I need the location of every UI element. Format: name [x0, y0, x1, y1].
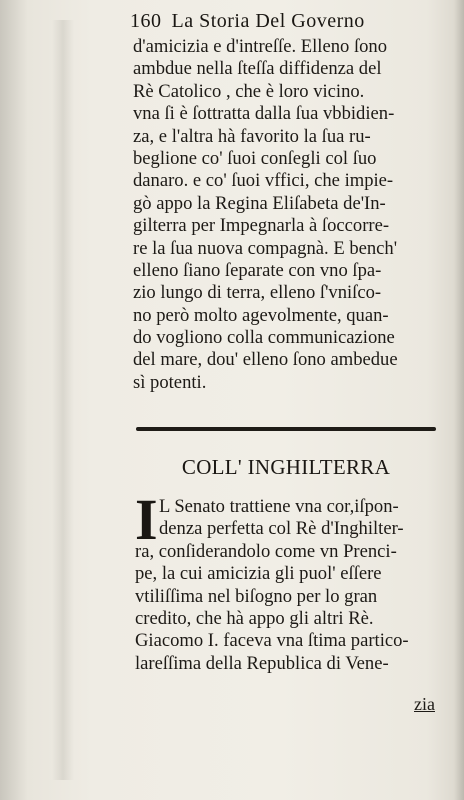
- section-heading: COLL' INGHILTERRA: [181, 455, 391, 479]
- running-header: [130, 10, 450, 36]
- section-2-text: [135, 496, 445, 675]
- text-line: credito, che hà appo gli altri Rè.: [135, 607, 374, 629]
- running-title: La Storia Del Governo: [171, 10, 365, 32]
- text-line: d'amicizia e d'intreſſe. Elleno ſono: [133, 36, 388, 57]
- text-line: do vogliono colla communicazione: [133, 327, 395, 349]
- text-line: beglione co' ſuoi conſegli col ſuo: [133, 147, 377, 169]
- text-line: no però molto agevolmente, quan-: [133, 304, 389, 326]
- text-line: sì potenti.: [133, 371, 207, 393]
- text-line: denza perfetta col Rè d'Inghilter-: [159, 518, 404, 540]
- text-line: Giacomo I. faceva vna ſtima partico-: [135, 630, 409, 652]
- text-line: ambdue nella ſteſſa diffidenza del: [133, 58, 382, 80]
- text-line: danaro. e co' ſuoi vffici, che impie-: [133, 170, 394, 192]
- text-line: gò appo la Regina Eliſabeta de'In-: [133, 192, 386, 214]
- text-line: elleno ſiano ſeparate con vno ſpa-: [133, 259, 382, 281]
- text-line: ra, conſiderandolo come vn Prenci-: [135, 540, 397, 562]
- text-line: del mare, dou' elleno ſono ambedue: [133, 349, 398, 371]
- page-number: 160: [130, 10, 162, 32]
- text-line: L Senato trattiene vna cor,iſpon-: [159, 496, 399, 517]
- text-line: vna ſi è ſottratta dalla ſua vbbidien-: [133, 103, 395, 125]
- text-line: lareſſima della Republica di Vene-: [135, 652, 389, 674]
- text-line: pe, la cui amicizia gli puol' eſſere: [135, 563, 382, 585]
- text-line: zio lungo di terra, elleno ſ'vniſco-: [133, 282, 382, 304]
- text-line: za, e l'altra hà favorito la ſua ru-: [133, 125, 371, 147]
- page-edge-shadow: [454, 0, 464, 800]
- section-divider-rule: [136, 427, 436, 431]
- text-line: gilterra per Impegnarla à ſoccorre-: [133, 215, 390, 237]
- text-line: Rè Catolico , che è loro vicino.: [133, 80, 365, 102]
- drop-cap: I: [135, 487, 158, 552]
- text-line: re la ſua nuova compagnà. E bench': [133, 237, 398, 259]
- section-1-text: [133, 36, 445, 394]
- text-line: vtiliſſima nel biſogno per lo gran: [135, 585, 378, 607]
- binding-gutter: [52, 20, 74, 780]
- catchword: zia: [414, 694, 435, 714]
